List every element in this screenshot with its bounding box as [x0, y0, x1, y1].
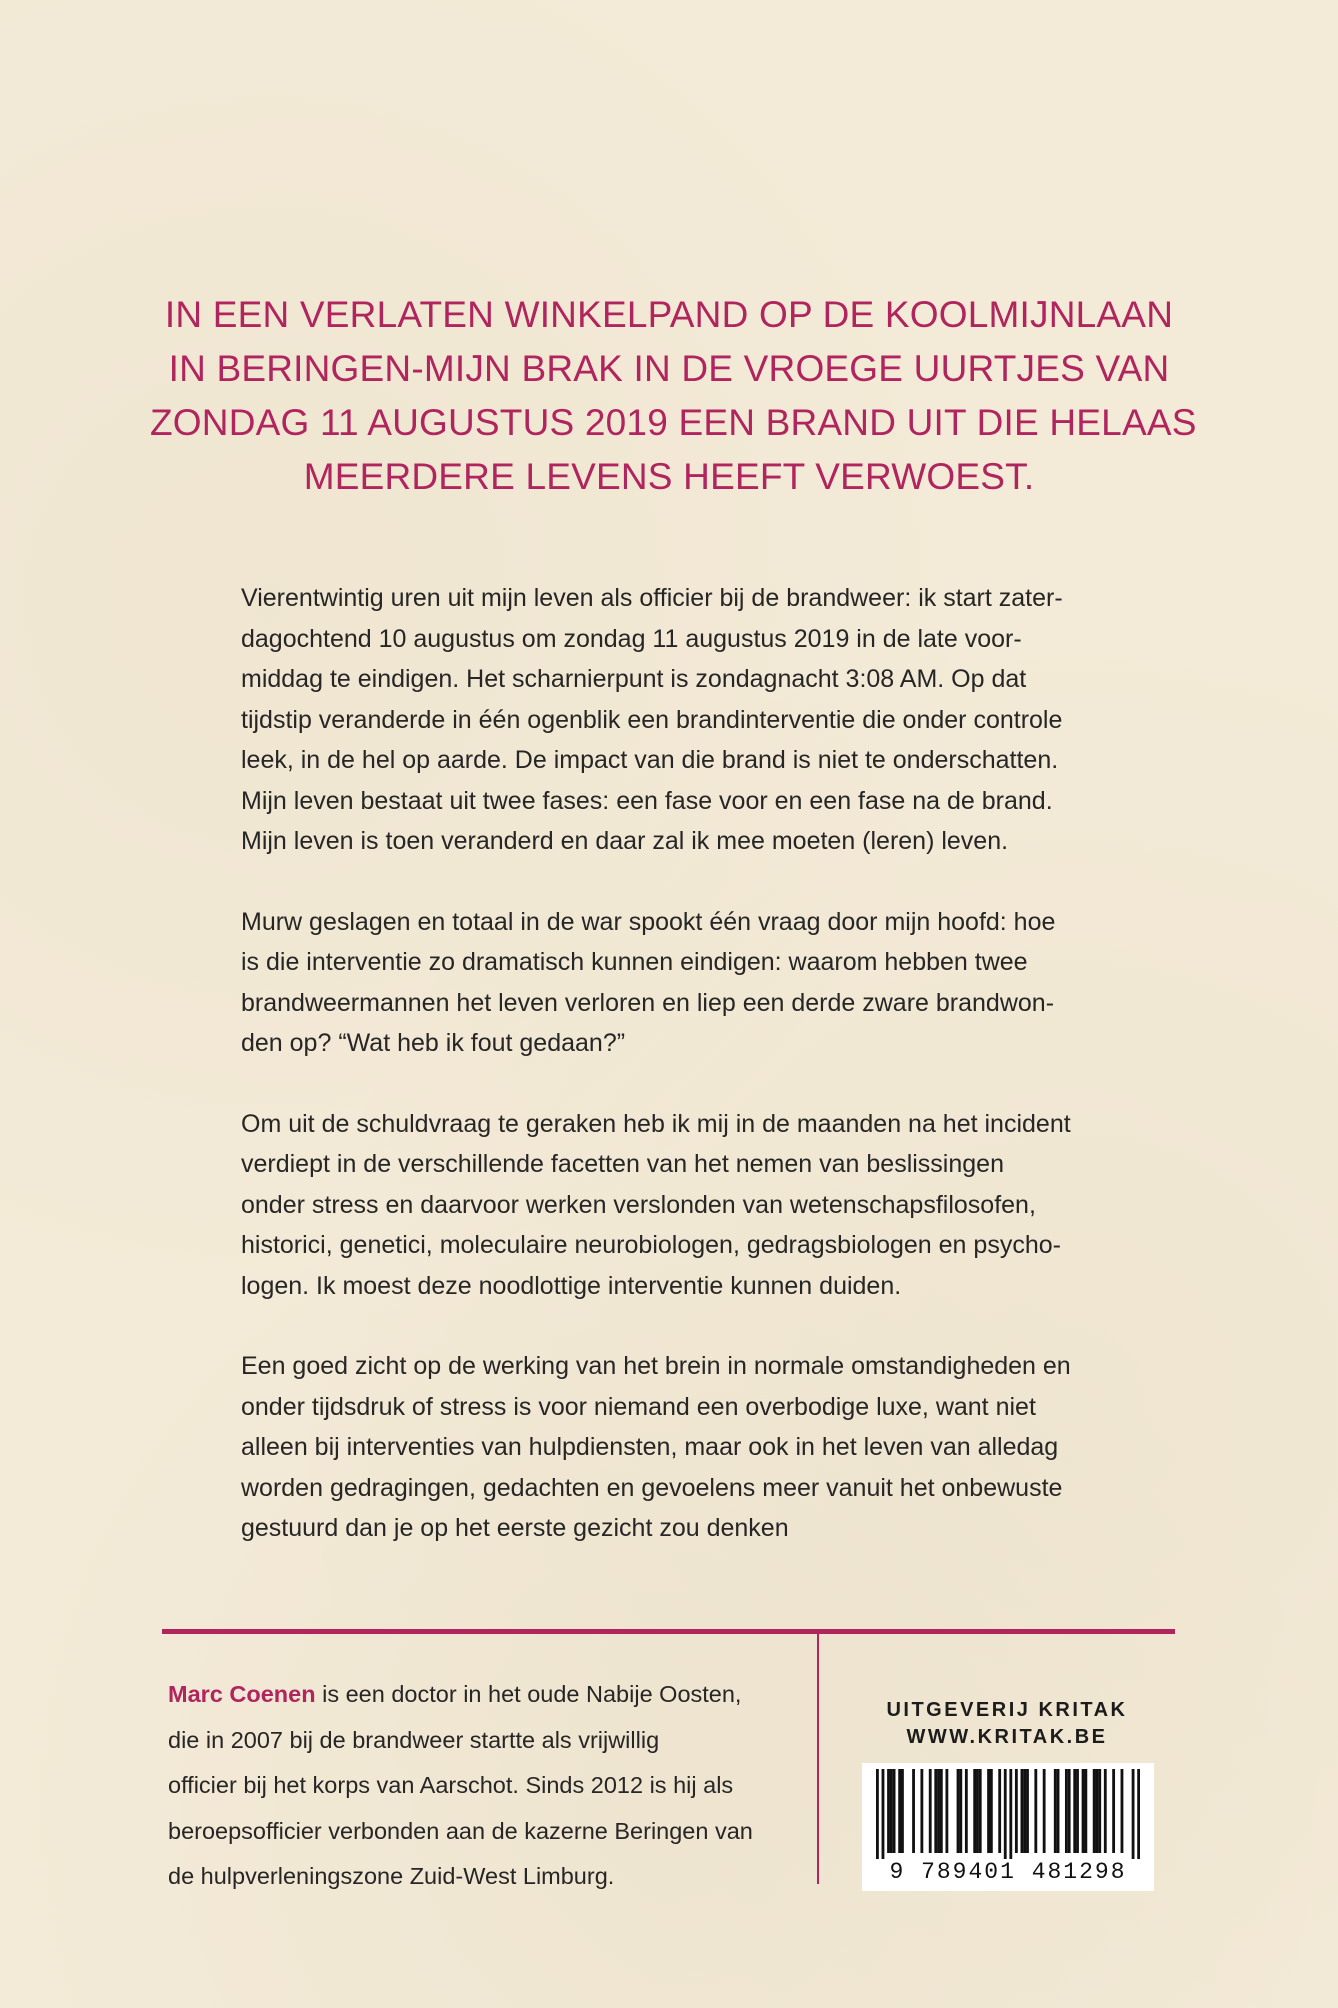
blurb-paragraph — [241, 578, 1101, 862]
blurb-line: Om uit de schuldvraag te geraken heb ik mij in de maanden na het incident — [241, 1109, 1071, 1138]
blurb-line: onder tijdsdruk of stress is voor niemand een overbodige luxe, want niet — [241, 1392, 1036, 1421]
barcode-bar — [1076, 1769, 1079, 1853]
barcode-bars — [876, 1769, 1140, 1859]
blurb-line: tijdstip veranderde in één ogenblik een brandinterventie die onder controle — [241, 705, 1063, 734]
barcode-bar — [1009, 1769, 1012, 1859]
barcode-bar — [973, 1769, 976, 1853]
bio-line: de hulpverleningszone Zuid-West Limburg. — [168, 1863, 615, 1889]
blurb-line: historici, genetici, moleculaire neurobiologen, gedragsbiologen en psycho- — [241, 1231, 1061, 1259]
barcode-bar — [998, 1769, 1001, 1853]
blurb-line: Vierentwintig uren uit mijn leven als officier bij de brandweer: ik start zater- — [241, 584, 1063, 612]
bio-line — [168, 1672, 798, 1718]
barcode-bar — [890, 1769, 893, 1853]
headline-line: IN BERINGEN-MIJN BRAK IN DE VROEGE UURTJES VAN — [168, 348, 1170, 389]
blurb-line: logen. Ik moest deze noodlottige interventie kunnen duiden. — [241, 1271, 902, 1300]
barcode-bar — [929, 1769, 932, 1853]
blurb-line: middag te eindigen. Het scharnierpunt is zondagnacht 3:08 AM. Op dat — [241, 665, 1027, 693]
barcode-bar — [1082, 1769, 1085, 1853]
blurb-line: dagochtend 10 augustus om zondag 11 augustus 2019 in de late voor- — [241, 624, 1022, 653]
headline-line: IN EEN VERLATEN WINKELPAND OP DE KOOLMIJNLAAN — [164, 294, 1174, 335]
isbn-barcode — [862, 1763, 1154, 1891]
barcode-bar — [1057, 1769, 1060, 1853]
barcode-bar — [1054, 1769, 1057, 1853]
horizontal-divider — [162, 1629, 1175, 1634]
barcode-bar — [1065, 1769, 1068, 1853]
barcode-bar — [1034, 1769, 1037, 1853]
blurb-paragraph — [241, 1104, 1101, 1307]
barcode-bar — [945, 1769, 948, 1853]
barcode-bar — [1023, 1769, 1026, 1853]
barcode-bar — [1021, 1769, 1024, 1853]
headline-line: ZONDAG 11 AUGUSTUS 2019 EEN BRAND UIT DIE HELAAS — [150, 402, 1197, 443]
isbn-number: 9 789401 481298 — [889, 1859, 1127, 1885]
barcode-bar — [976, 1769, 979, 1853]
barcode-bar — [934, 1769, 937, 1853]
barcode-bar — [1068, 1769, 1071, 1853]
barcode-bar — [893, 1769, 896, 1853]
headline — [150, 288, 1197, 504]
barcode-bar — [987, 1769, 990, 1853]
blurb-line: Een goed zicht op de werking van het brein in normale omstandigheden en — [241, 1352, 1071, 1380]
bio-line: die in 2007 bij de brandweer startte als vrijwillig — [168, 1726, 660, 1753]
bio-line-rest: is een doctor in het oude Nabije Oosten, — [315, 1681, 742, 1707]
barcode-bar — [1026, 1769, 1029, 1853]
blurb-line: verdiept in de verschillende facetten van het nemen van beslissingen — [241, 1150, 1004, 1178]
blurb-line: worden gedragingen, gedachten en gevoelens meer vanuit het onbewuste — [241, 1473, 1063, 1502]
barcode-bar — [957, 1769, 960, 1853]
blurb-line: Mijn leven is toen veranderd en daar zal ik mee moeten (leren) leven. — [241, 827, 1009, 855]
barcode-bar — [1137, 1769, 1140, 1859]
barcode-bar — [1093, 1769, 1096, 1853]
bio-line: officier bij het korps van Aarschot. Sinds 2012 is hij als — [168, 1772, 734, 1798]
blurb-paragraph — [241, 902, 1101, 1064]
barcode-bar — [990, 1769, 993, 1853]
barcode-bar — [1004, 1769, 1007, 1859]
barcode-bar — [1043, 1769, 1046, 1853]
barcode-bar — [940, 1769, 943, 1853]
blurb — [241, 578, 1101, 1589]
barcode-bar — [1104, 1769, 1107, 1853]
barcode-bar — [1096, 1769, 1099, 1853]
blurb-line: Murw geslagen en totaal in de war spookt één vraag door mijn hoofd: hoe — [241, 907, 1056, 936]
blurb-line: onder stress en daarvoor werken verslonden van wetenschapsfilosofen, — [241, 1190, 1036, 1219]
barcode-bar — [959, 1769, 962, 1853]
barcode-bar — [887, 1769, 890, 1853]
barcode-bar — [898, 1769, 901, 1853]
blurb-line: leek, in de hel op aarde. De impact van die brand is niet te onderschatten. — [241, 746, 1059, 774]
barcode-bar — [1015, 1769, 1018, 1853]
blurb-line: brandweermannen het leven verloren en liep een derde zware brandwon- — [241, 988, 1055, 1017]
blurb-line: den op? “Wat heb ik fout gedaan?” — [241, 1029, 626, 1057]
headline-line: MEERDERE LEVENS HEEFT VERWOEST. — [303, 456, 1035, 497]
barcode-bar — [1112, 1769, 1115, 1853]
barcode-bar — [1121, 1769, 1124, 1853]
barcode-bar — [979, 1769, 982, 1853]
barcode-bar — [912, 1769, 915, 1853]
blurb-line: Mijn leven bestaat uit twee fases: een fase voor en een fase na de brand. — [241, 786, 1053, 815]
barcode-bar — [920, 1769, 923, 1853]
barcode-bar — [937, 1769, 940, 1853]
barcode-bar — [1132, 1769, 1135, 1859]
author-name: Marc Coenen — [168, 1681, 316, 1707]
publisher-block — [862, 1697, 1152, 1751]
barcode-bar — [1098, 1769, 1101, 1853]
barcode-bar — [901, 1769, 904, 1853]
bio-line: beroepsofficier verbonden aan de kazerne Beringen van — [168, 1817, 753, 1844]
blurb-line: is die interventie zo dramatisch kunnen eindigen: waarom hebben twee — [241, 948, 1028, 976]
publisher-name: UITGEVERIJ KRITAK — [886, 1699, 1128, 1721]
barcode-bar — [882, 1769, 885, 1859]
blurb-paragraph — [241, 1346, 1101, 1549]
vertical-divider — [817, 1634, 819, 1884]
barcode-bar — [876, 1769, 879, 1859]
barcode-bar — [1073, 1769, 1076, 1853]
barcode-bar — [965, 1769, 968, 1853]
blurb-line: alleen bij interventies van hulpdiensten, maar ook in het leven van alledag — [241, 1433, 1059, 1461]
barcode-bar — [1084, 1769, 1087, 1853]
publisher-website: WWW.KRITAK.BE — [906, 1726, 1108, 1748]
author-bio — [168, 1672, 798, 1900]
blurb-line: gestuurd dan je op het eerste gezicht zou denken — [241, 1514, 789, 1542]
